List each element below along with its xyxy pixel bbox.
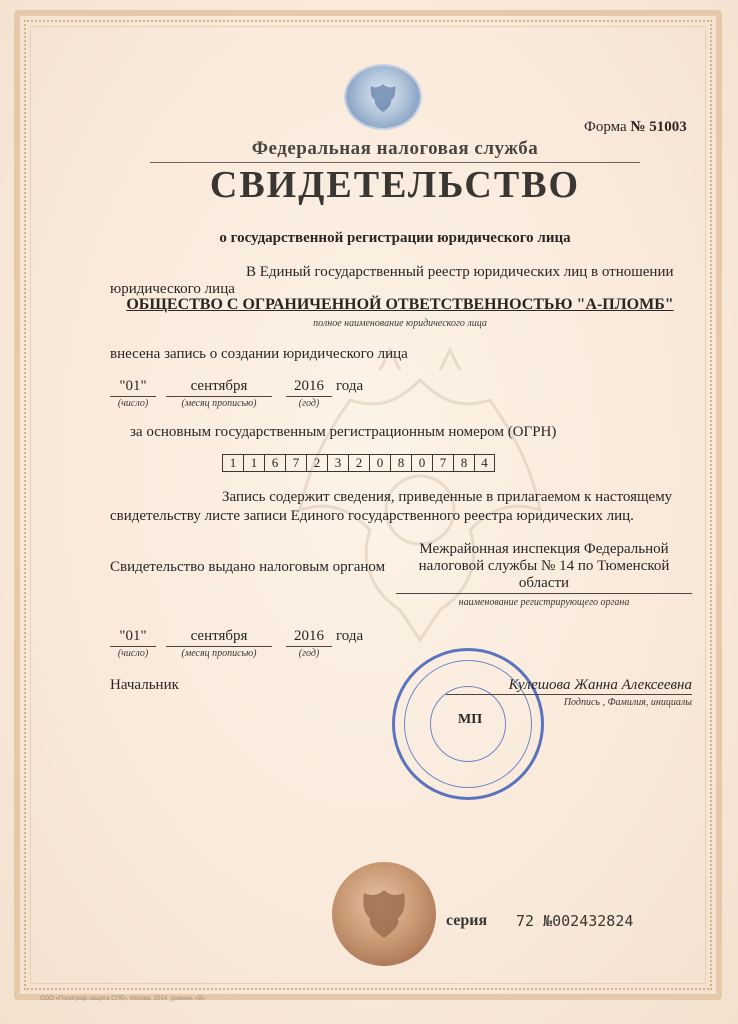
ogrn-digit: 7 (432, 454, 453, 472)
signer-name: Кулешова Жанна Алексеевна (446, 677, 692, 695)
record-text-line2: свидетельству листе записи Единого государственного реестра юридических лиц. (110, 508, 634, 524)
date1-month: сентября (166, 378, 272, 397)
eagle-seal-icon (354, 884, 414, 944)
authority-name (396, 541, 692, 592)
date2-day-caption: (число) (117, 648, 149, 659)
intro-text-line2: юридического лица (110, 281, 235, 297)
series-number: 72 №002432824 (516, 912, 634, 930)
ogrn-digit: 8 (453, 454, 474, 472)
form-number (584, 119, 687, 136)
date2-year: 2016 (286, 628, 332, 647)
stamp-mark: МП (458, 712, 483, 727)
ogrn-digit: 1 (243, 454, 264, 472)
authority-underline (396, 593, 692, 594)
authority-caption: наименование регистрирующего органа (458, 597, 630, 608)
date1-month-caption: (месяц прописью) (181, 398, 257, 409)
date1-year-word: года (336, 378, 364, 394)
signer-caption: Подпись , Фамилия, инициалы (563, 697, 692, 708)
document-title: СВИДЕТЕЛЬСТВО (209, 164, 581, 206)
ogrn-digit: 0 (369, 454, 390, 472)
issued-by-label: Свидетельство выдано налоговым органом (110, 559, 386, 575)
series-label: серия (446, 912, 488, 929)
date2-year-caption: (год) (298, 648, 320, 659)
authority-name-line1: Межрайонная инспекция Федеральной (419, 541, 669, 557)
authority-name-line3: области (518, 575, 570, 591)
agency-name: Федеральная налоговая служба (251, 138, 539, 159)
ogrn-digit: 0 (411, 454, 432, 472)
gold-seal (332, 862, 436, 966)
authority-name-line2: налоговой службы № 14 по Тюменской (418, 558, 670, 574)
date2-day: "01" (110, 628, 156, 647)
intro-text-line1: В Единый государственный реестр юридических лиц в отношении (246, 264, 674, 280)
ogrn-digit: 1 (222, 454, 243, 472)
ogrn-digit: 3 (327, 454, 348, 472)
ogrn-digit: 2 (348, 454, 369, 472)
company-name: ОБЩЕСТВО С ОГРАНИЧЕННОЙ ОТВЕТСТВЕННОСТЬЮ "А-ПЛОМБ" (126, 296, 674, 313)
printer-footer: ООО «Полиграф-защита СПб», Москва, 2014, уровень «В» (40, 996, 206, 1002)
hologram-emblem (346, 66, 420, 128)
date2-year-word: года (336, 628, 364, 644)
ogrn-digit: 4 (474, 454, 495, 472)
date1-year-caption: (год) (298, 398, 320, 409)
date1-year: 2016 (286, 378, 332, 397)
ogrn-digit: 6 (264, 454, 285, 472)
date1-day: "01" (110, 378, 156, 397)
form-label: Форма (584, 119, 627, 135)
date2-month-caption: (месяц прописью) (181, 648, 257, 659)
document-subtitle: о государственной регистрации юридического лица (219, 230, 571, 246)
form-number-value: № 51003 (630, 119, 687, 135)
date2-month: сентября (166, 628, 272, 647)
entry-text: внесена запись о создании юридического лица (110, 346, 408, 362)
eagle-icon (368, 80, 398, 114)
ogrn-digit: 8 (390, 454, 411, 472)
ogrn-number (222, 454, 495, 472)
ogrn-text: за основным государственным регистрационным номером (ОГРН) (130, 424, 557, 440)
record-text-line1: Запись содержит сведения, приведенные в прилагаемом к настоящему (222, 489, 673, 505)
ogrn-digit: 7 (285, 454, 306, 472)
ogrn-digit: 2 (306, 454, 327, 472)
date1-day-caption: (число) (117, 398, 149, 409)
company-caption: полное наименование юридического лица (313, 318, 487, 329)
position-label: Начальник (110, 677, 179, 693)
